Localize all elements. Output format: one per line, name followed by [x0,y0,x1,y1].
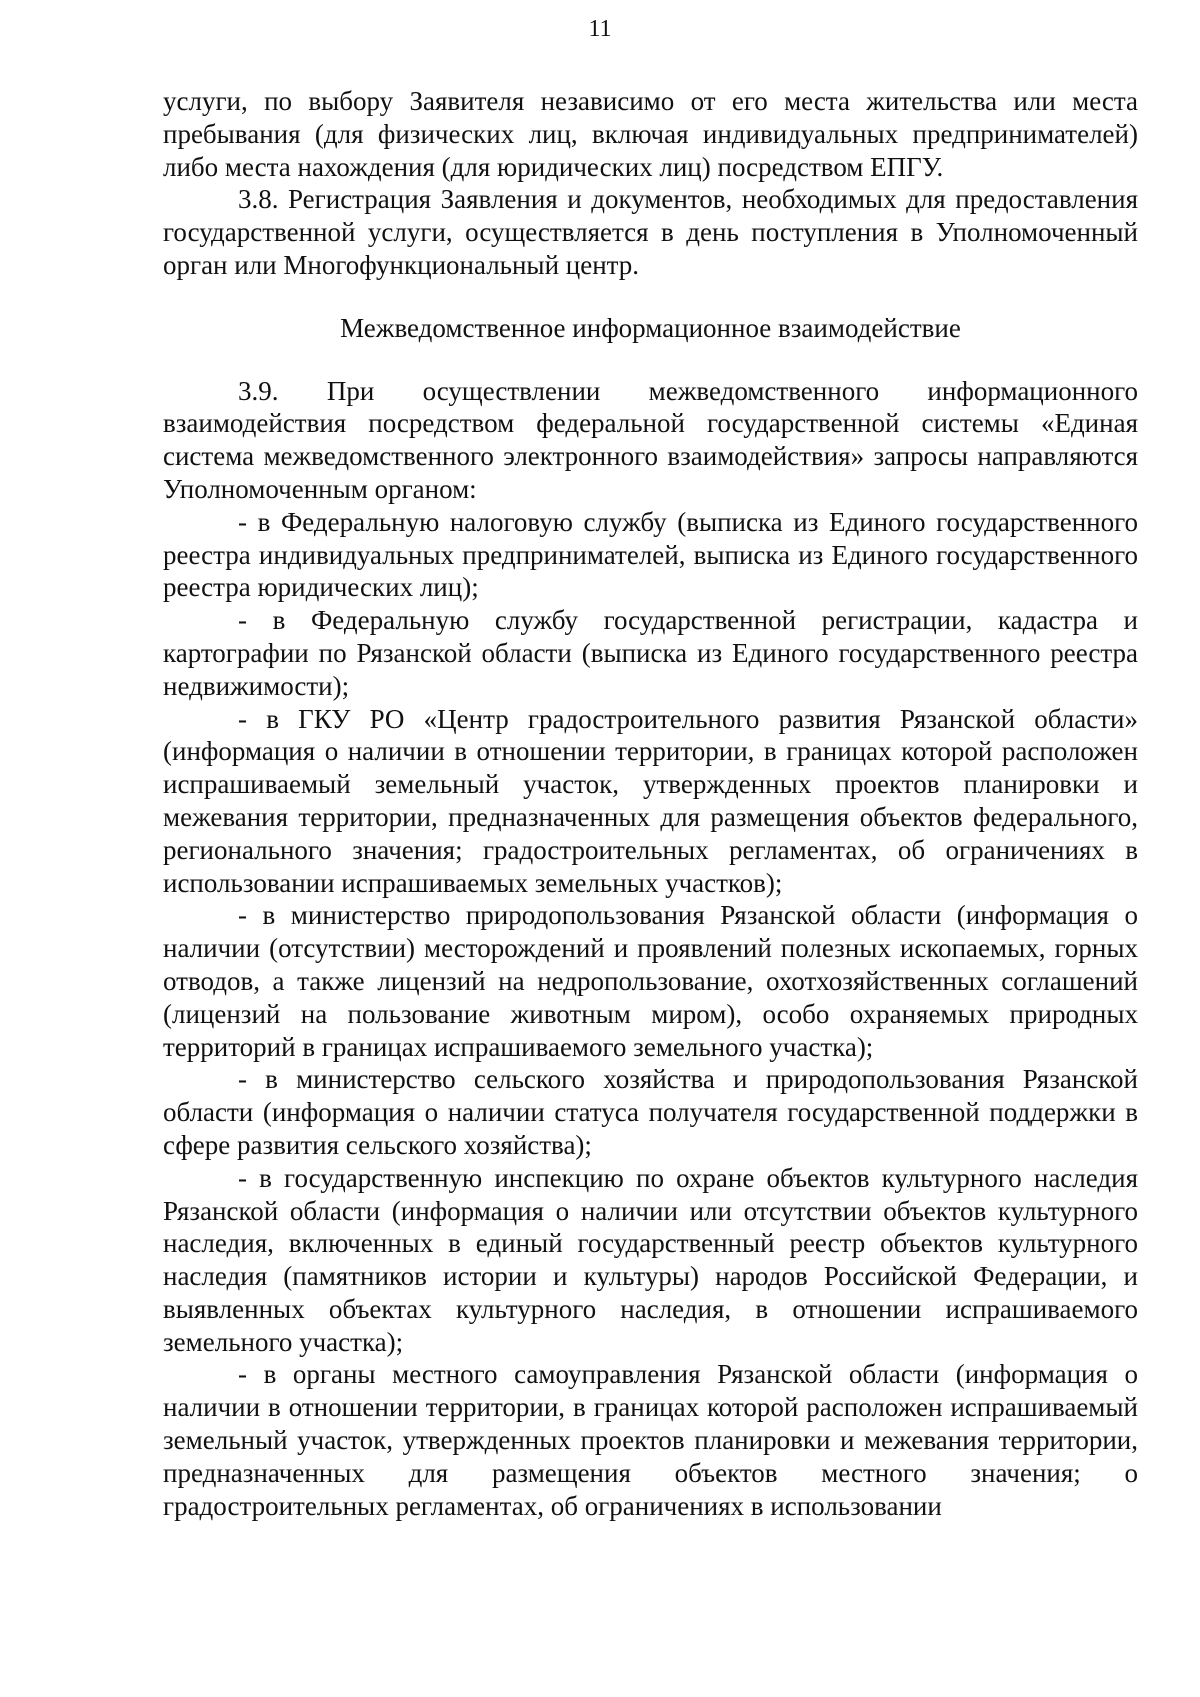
list-item: - в государственную инспекцию по охране объектов культурного наследия Рязанской области (информация о наличии или отсутствии объектов культурного наследия, включенных в единый государственный реестр объектов культурного наследия (памятников истории и культуры) народов Российской Федерации, и выявленных объектах культурного наследия, в отношении испрашиваемого земельного участка); [163,1162,1138,1357]
list-item: - в Федеральную службу государственной регистрации, кадастра и картографии по Рязанской области (выписка из Единого государственного реестра недвижимости); [163,605,1138,701]
paragraph: 3.9. При осуществлении межведомственного информационного взаимодействия посредством федеральной государственной системы «Единая система межведомственного электронного взаимодействия» запросы направляются Уполномоченным органом: [163,375,1138,504]
paragraph: 3.8. Регистрация Заявления и документов, необходимых для предоставления государственной услуги, осуществляется в день поступления в Уполномоченный орган или Многофункциональный центр. [163,184,1138,280]
paragraph: услуги, по выбору Заявителя независимо от его места жительства или места пребывания (для физических лиц, включая индивидуальных предпринимателей) либо места нахождения (для юридических лиц) посредством ЕПГУ. [163,86,1138,182]
document-body [163,85,1138,1522]
list-item: - в министерство сельского хозяйства и природопользования Рязанской области (информация о наличии статуса получателя государственной поддержки в сфере развития сельского хозяйства); [163,1064,1138,1160]
list-item: - в ГКУ РО «Центр градостроительного развития Рязанской области» (информация о наличии в отношении территории, в границах которой расположен испрашиваемый земельный участок, утвержденных проектов планировки и межевания территории, предназначенных для размещения объектов федерального, регионального значения; градостроительных регламентах, об ограничениях в использовании испрашиваемых земельных участков); [163,703,1138,898]
list-item: - в Федеральную налоговую службу (выписка из Единого государственного реестра индивидуальных предпринимателей, выписка из Единого государственного реестра юридических лиц); [163,506,1138,603]
list-item: - в министерство природопользования Рязанской области (информация о наличии (отсутствии) месторождений и проявлений полезных ископаемых, горных отводов, а также лицензий на недропользование, охотхозяйственных соглашений (лицензий на пользование животным миром), особо охраняемых природных территорий в границах испрашиваемого земельного участка); [163,900,1138,1062]
section-heading: Межведомственное информационное взаимодействие [340,312,961,343]
list-item: - в органы местного самоуправления Рязанской области (информация о наличии в отношении территории, в границах которой расположен испрашиваемый земельный участок, утвержденных проектов планировки и межевания территории, предназначенных для размещения объектов местного значения; о градостроительных регламентах, об ограничениях в использовании [163,1359,1138,1521]
page-number: 11 [588,16,612,42]
